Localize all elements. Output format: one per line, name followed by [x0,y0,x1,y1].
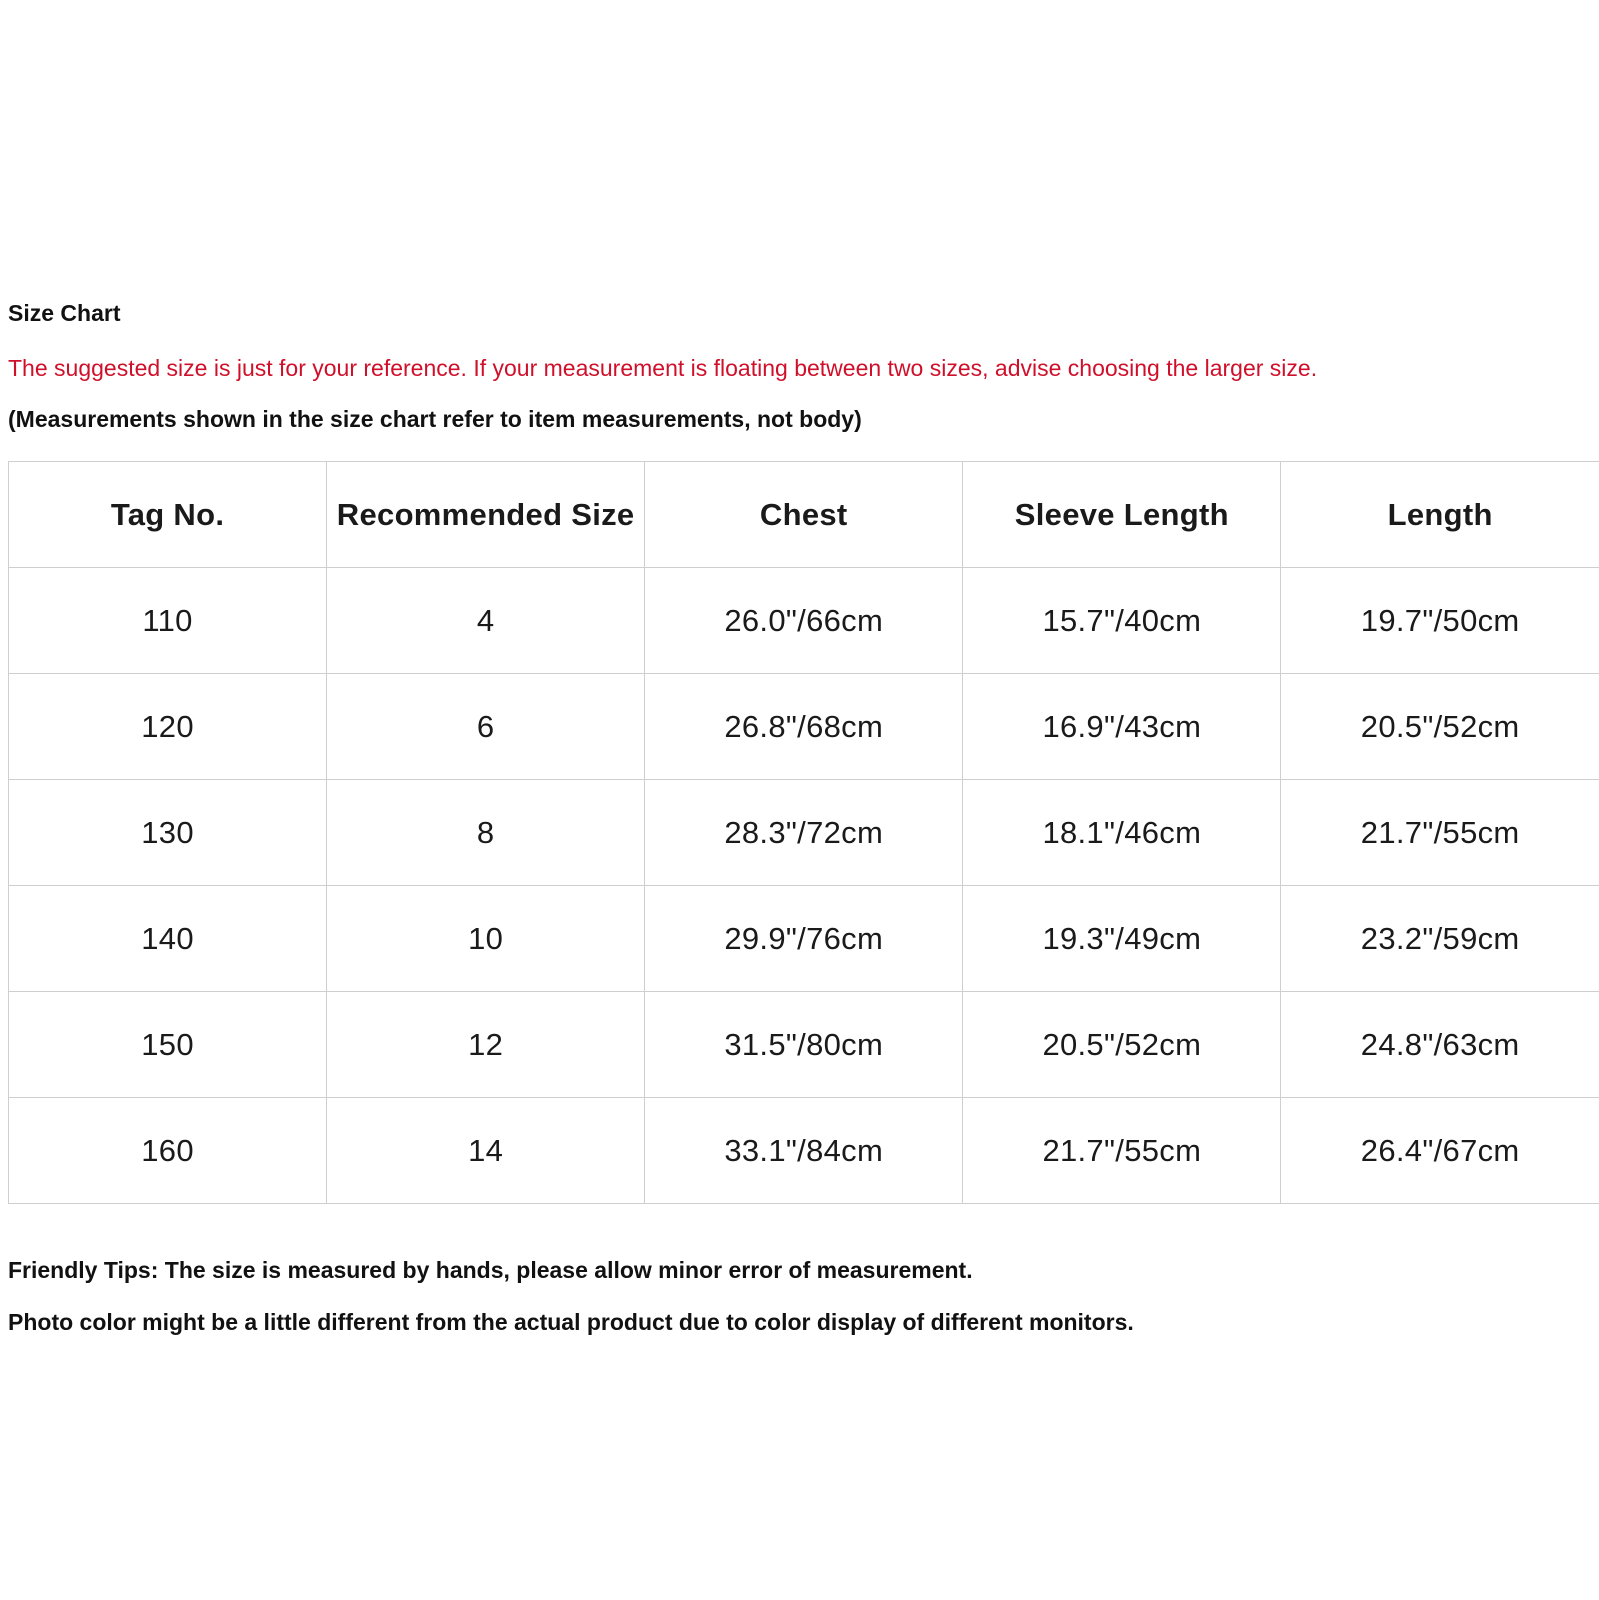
column-header-length: Length [1281,462,1599,568]
table-header-row [9,462,1599,568]
cell-recommended-size: 8 [327,780,645,886]
friendly-tip: Friendly Tips: The size is measured by hands, please allow minor error of measurement. [8,1257,973,1283]
cell-tag-no: 130 [9,780,327,886]
column-header-tag-no: Tag No. [9,462,327,568]
cell-sleeve-length: 20.5"/52cm [963,992,1281,1098]
cell-sleeve-length: 19.3"/49cm [963,886,1281,992]
cell-recommended-size: 10 [327,886,645,992]
cell-tag-no: 160 [9,1098,327,1204]
cell-recommended-size: 6 [327,674,645,780]
cell-length: 21.7"/55cm [1281,780,1599,886]
cell-recommended-size: 14 [327,1098,645,1204]
cell-length: 20.5"/52cm [1281,674,1599,780]
color-disclaimer: Photo color might be a little different from the actual product due to color display of different monitors. [8,1309,1134,1335]
table-row [9,674,1599,780]
cell-length: 26.4"/67cm [1281,1098,1599,1204]
table-row [9,992,1599,1098]
column-header-chest: Chest [645,462,963,568]
table-row [9,886,1599,992]
measurement-note: (Measurements shown in the size chart refer to item measurements, not body) [8,406,862,432]
size-notice: The suggested size is just for your reference. If your measurement is floating between two sizes, advise choosing the larger size. [8,355,1318,381]
cell-tag-no: 120 [9,674,327,780]
size-table [8,461,1599,1204]
cell-length: 24.8"/63cm [1281,992,1599,1098]
cell-recommended-size: 12 [327,992,645,1098]
table-row [9,568,1599,674]
cell-chest: 26.8"/68cm [645,674,963,780]
size-chart-title: Size Chart [8,300,121,326]
cell-sleeve-length: 18.1"/46cm [963,780,1281,886]
table-row [9,780,1599,886]
cell-sleeve-length: 16.9"/43cm [963,674,1281,780]
cell-chest: 33.1"/84cm [645,1098,963,1204]
cell-chest: 26.0"/66cm [645,568,963,674]
table-row [9,1098,1599,1204]
cell-chest: 31.5"/80cm [645,992,963,1098]
cell-chest: 29.9"/76cm [645,886,963,992]
cell-chest: 28.3"/72cm [645,780,963,886]
cell-sleeve-length: 21.7"/55cm [963,1098,1281,1204]
cell-length: 19.7"/50cm [1281,568,1599,674]
cell-tag-no: 140 [9,886,327,992]
cell-sleeve-length: 15.7"/40cm [963,568,1281,674]
cell-tag-no: 150 [9,992,327,1098]
cell-length: 23.2"/59cm [1281,886,1599,992]
column-header-recommended-size: Recommended Size [327,462,645,568]
column-header-sleeve-length: Sleeve Length [963,462,1281,568]
cell-tag-no: 110 [9,568,327,674]
cell-recommended-size: 4 [327,568,645,674]
